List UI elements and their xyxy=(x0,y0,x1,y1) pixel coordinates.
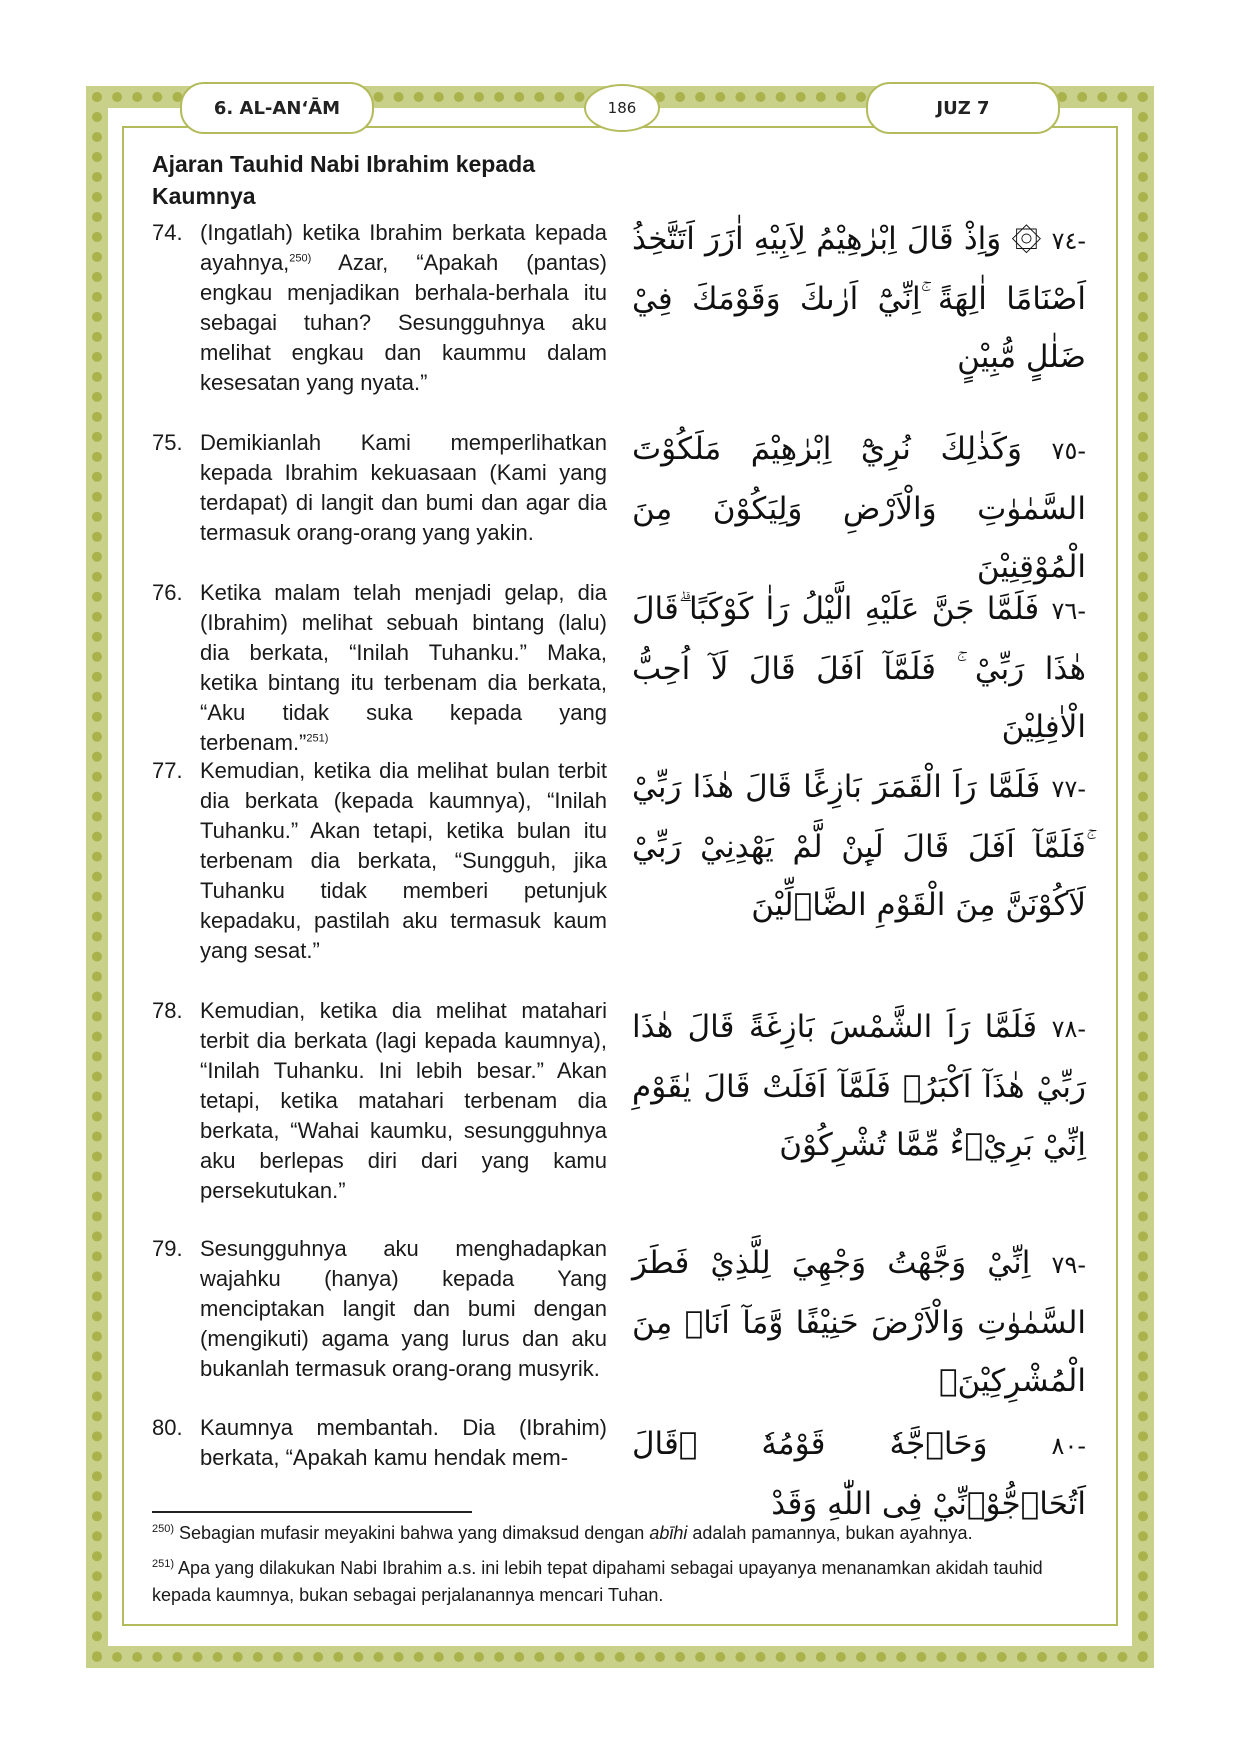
arabic-text: فَلَمَّا رَاَ الشَّمْسَ بَازِغَةً قَالَ هٰذَا رَبِّيْ هٰذَآ اَكْبَرُۚ فَلَمَّآ اَفَلَتْ قَالَ يٰقَوْمِ اِنِّيْ بَرِيْۤءٌ مِّمَّا تُشْرِكُوْنَ xyxy=(632,1009,1086,1163)
arabic-text: ۞ وَاِذْ قَالَ اِبْرٰهِيْمُ لِاَبِيْهِ اٰزَرَ اَتَتَّخِذُ اَصْنَامًا اٰلِهَةً ۚاِنِّيْٓ اَرٰىكَ وَقَوْمَكَ فِيْ ضَلٰلٍ مُّبِيْنٍ xyxy=(632,221,1086,375)
verse-number: 78. xyxy=(152,998,183,1023)
footnote-text: adalah pamannya, bukan ayahnya. xyxy=(687,1523,973,1543)
arabic-verse-number: -٧٤ xyxy=(1051,227,1087,255)
verse-number: 77. xyxy=(152,758,183,783)
footnote-text: Apa yang dilakukan Nabi Ibrahim a.s. ini lebih tepat dipahami sebagai upayanya menanamkan akidah tauhid kepada kaumnya, bukan sebagai perjalanannya mencari Tuhan. xyxy=(152,1558,1043,1605)
verse-number: 79. xyxy=(152,1236,183,1261)
footnote-marker: 251) xyxy=(152,1558,175,1570)
verse-79-arabic xyxy=(632,1234,1086,1410)
arabic-verse-number: -٧٧ xyxy=(1051,775,1086,803)
verse-80-arabic xyxy=(632,1415,1086,1533)
footnote-ref: 251) xyxy=(306,732,329,745)
verse-text xyxy=(200,578,607,758)
footnote-text: Sebagian mufasir meyakini bahwa yang dimaksud dengan xyxy=(174,1523,650,1543)
verse-text xyxy=(200,1234,607,1384)
verse-text xyxy=(200,996,607,1206)
surah-tab xyxy=(180,82,374,134)
arabic-verse-number: -٧٦ xyxy=(1051,597,1086,625)
arabic-text: وَحَاۤجَّهٗ قَوْمُهٗ ۗقَالَ اَتُحَاۤجُّوْۤنِّيْ فِى اللّٰهِ وَقَدْ xyxy=(632,1426,1086,1522)
arabic-verse-number: -٨٠ xyxy=(1051,1432,1086,1460)
footnote-250 xyxy=(152,1520,1087,1547)
arabic-verse-number: -٧٥ xyxy=(1051,437,1086,465)
verse-text xyxy=(200,218,607,398)
arabic-text: فَلَمَّا رَاَ الْقَمَرَ بَازِغًا قَالَ هٰذَا رَبِّيْ ۚفَلَمَّآ اَفَلَ قَالَ لَىِٕنْ لَّمْ يَهْدِنِيْ رَبِّيْ لَاَكُوْنَنَّ مِنَ الْقَوْمِ الضَّاۤلِّيْنَ xyxy=(632,769,1086,923)
footnote-251 xyxy=(152,1555,1087,1609)
verse-text xyxy=(200,756,607,966)
page-number: 186 xyxy=(607,99,637,117)
verse-76-arabic xyxy=(632,580,1086,756)
footnote-marker: 250) xyxy=(152,1523,175,1535)
verse-78-arabic xyxy=(632,998,1086,1174)
verse-number: 75. xyxy=(152,430,183,455)
juz-label: JUZ 7 xyxy=(936,97,990,119)
page-number-badge xyxy=(584,84,660,132)
footnote-ref: 250) xyxy=(289,252,312,265)
arabic-verse-number: -٧٩ xyxy=(1051,1251,1086,1279)
arabic-text: وَكَذٰلِكَ نُرِيْٓ اِبْرٰهِيْمَ مَلَكُوْتَ السَّمٰوٰتِ وَالْاَرْضِ وَلِيَكُوْنَ مِنَ الْمُوْقِنِيْنَ xyxy=(632,431,1086,585)
verse-text-part: Ketika malam telah menjadi gelap, dia (Ibrahim) melihat sebuah bintang (lalu) dia berkata, “Inilah Tuhanku.” Maka, ketika bintang itu terbenam dia berkata, “Aku tidak suka kepada yang terbenam.” xyxy=(200,580,607,755)
verse-text-part: Kaumnya membantah. Dia (Ibrahim) berkata, “Apakah kamu hendak mem- xyxy=(200,1415,607,1470)
verse-text-part: Azar, “Apakah (pantas) engkau menjadikan berhala-berhala itu sebagai tuhan? Sesungguhnya aku melihat engkau dan kaummu dalam kesesatan yang nyata.” xyxy=(200,250,607,395)
surah-name: 6. AL-AN‘ĀM xyxy=(213,97,341,119)
verse-74-arabic xyxy=(632,210,1086,386)
verse-text-part: Kemudian, ketika dia melihat bulan terbit dia berkata (kepada kaumnya), “Inilah Tuhanku.” Akan tetapi, ketika bulan itu terbenam dia berkata, “Sungguh, jika Tuhanku tidak memberi petunjuk kepadaku, pastilah aku termasuk kaum yang sesat.” xyxy=(200,758,607,963)
verse-75-arabic xyxy=(632,420,1086,596)
verse-number: 80. xyxy=(152,1415,183,1440)
verse-text-part: Sesungguhnya aku menghadapkan wajahku (hanya) kepada Yang menciptakan langit dan bumi dengan (mengikuti) agama yang lurus dan aku bukanlah termasuk orang-orang musyrik. xyxy=(200,1236,607,1381)
footnote-divider xyxy=(152,1511,472,1513)
verse-text-part: (Ingatlah) ketika Ibrahim berkata kepada ayahnya, xyxy=(200,220,607,275)
verse-77-arabic xyxy=(632,758,1086,934)
arabic-verse-number: -٧٨ xyxy=(1051,1015,1087,1043)
verse-text xyxy=(200,428,607,548)
verse-number: 76. xyxy=(152,580,183,605)
verse-text xyxy=(200,1413,607,1473)
verse-number: 74. xyxy=(152,220,183,245)
section-heading: Ajaran Tauhid Nabi Ibrahim kepada Kaumnya xyxy=(152,151,535,209)
footnote-italic: abīhi xyxy=(649,1523,688,1543)
verse-text-part: Demikianlah Kami memperlihatkan kepada Ibrahim kekuasaan (Kami yang terdapat) di langit dan bumi dan agar dia termasuk orang-orang yang yakin. xyxy=(200,430,607,545)
arabic-text: اِنِّيْ وَجَّهْتُ وَجْهِيَ لِلَّذِيْ فَطَرَ السَّمٰوٰتِ وَالْاَرْضَ حَنِيْفًا وَّمَآ اَنَا۠ مِنَ الْمُشْرِكِيْنَۚ xyxy=(632,1245,1086,1399)
arabic-text: فَلَمَّا جَنَّ عَلَيْهِ الَّيْلُ رَاٰ كَوْكَبًا ۗقَالَ هٰذَا رَبِّيْ ۚ فَلَمَّآ اَفَلَ قَالَ لَآ اُحِبُّ الْاٰفِلِيْنَ xyxy=(632,591,1086,745)
juz-tab xyxy=(866,82,1060,134)
verse-text-part: Kemudian, ketika dia melihat matahari terbit dia berkata (lagi kepada kaumnya), “Inilah Tuhanku. Ini lebih besar.” Akan tetapi, ketika matahari terbenam dia berkata, “Wahai kaumku, sesungguhnya aku berlepas diri dari yang kamu persekutukan.” xyxy=(200,998,607,1203)
